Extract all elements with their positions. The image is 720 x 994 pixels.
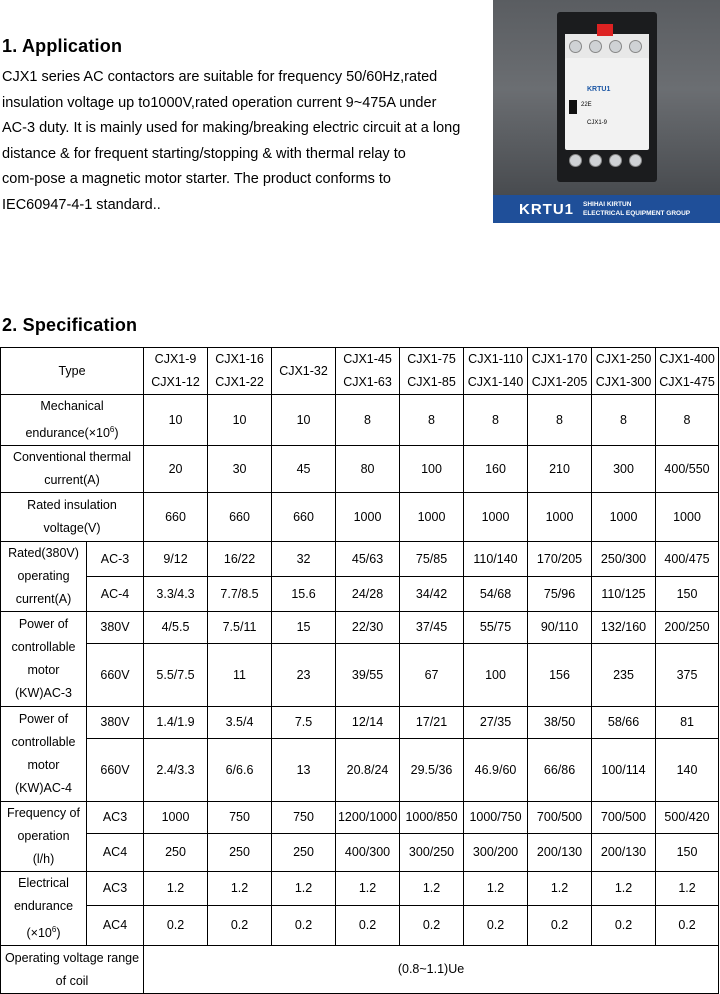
rated-current-ac3-cell: 9/12: [144, 542, 208, 577]
power-ac3-380v-cell: 132/160: [592, 612, 656, 644]
power-ac4-660v-cell: 100/114: [592, 739, 656, 802]
model-header: CJX1-75 CJX1-85: [400, 348, 464, 395]
power-ac3-660v-cell: 5.5/7.5: [144, 644, 208, 707]
mechanical-endurance-cell: 10: [144, 395, 208, 446]
electrical-ac3-cell: 1.2: [144, 872, 208, 906]
power-ac4-660v-cell: 46.9/60: [464, 739, 528, 802]
frequency-ac4-cell: 300/200: [464, 834, 528, 872]
power-ac4-660v-cell: 140: [656, 739, 719, 802]
frequency-ac3-cell: 700/500: [528, 802, 592, 834]
row-label-thermal-current: Conventional thermal current(A): [1, 446, 144, 493]
electrical-ac3-cell: 1.2: [336, 872, 400, 906]
insulation-voltage-cell: 660: [144, 493, 208, 542]
rated-current-ac4-cell: 3.3/4.3: [144, 577, 208, 612]
insulation-voltage-cell: 1000: [656, 493, 719, 542]
electrical-ac4-cell: 0.2: [400, 906, 464, 946]
electrical-ac4-cell: 0.2: [464, 906, 528, 946]
application-heading: 1. Application: [2, 36, 123, 56]
frequency-ac4-cell: 200/130: [592, 834, 656, 872]
mechanical-endurance-cell: 8: [336, 395, 400, 446]
electrical-ac3-cell: 1.2: [464, 872, 528, 906]
power-ac3-380v-cell: 4/5.5: [144, 612, 208, 644]
electrical-ac4-cell: 0.2: [144, 906, 208, 946]
thermal-current-cell: 45: [272, 446, 336, 493]
power-ac4-660v-cell: 29.5/36: [400, 739, 464, 802]
table-row: [1, 542, 719, 577]
frequency-ac4-cell: 250: [208, 834, 272, 872]
rated-current-ac4-cell: 24/28: [336, 577, 400, 612]
model-header: CJX1-110 CJX1-140: [464, 348, 528, 395]
table-row: [1, 739, 719, 802]
thermal-current-cell: 400/550: [656, 446, 719, 493]
table-row: [1, 348, 719, 395]
model-header: CJX1-45 CJX1-63: [336, 348, 400, 395]
mechanical-endurance-cell: 8: [656, 395, 719, 446]
rated-current-ac3-cell: 16/22: [208, 542, 272, 577]
electrical-ac3-cell: 1.2: [592, 872, 656, 906]
row-label-power-ac4: Power of controllable motor (KW)AC-4: [1, 707, 87, 802]
model-header: CJX1-9 CJX1-12: [144, 348, 208, 395]
thermal-current-cell: 20: [144, 446, 208, 493]
table-row: [1, 612, 719, 644]
model-header: CJX1-400 CJX1-475: [656, 348, 719, 395]
power-ac4-660v-cell: 13: [272, 739, 336, 802]
power-ac3-660v-cell: 235: [592, 644, 656, 707]
insulation-voltage-cell: 660: [208, 493, 272, 542]
rated-current-ac4-cell: 110/125: [592, 577, 656, 612]
table-row: [1, 872, 719, 906]
thermal-current-cell: 100: [400, 446, 464, 493]
power-ac3-660v-cell: 39/55: [336, 644, 400, 707]
power-ac4-380v-cell: 27/35: [464, 707, 528, 739]
specification-heading: 2. Specification: [2, 315, 138, 335]
product-photo: [493, 0, 720, 223]
power-ac3-380v-cell: 90/110: [528, 612, 592, 644]
frequency-ac4-cell: 250: [144, 834, 208, 872]
device-brand: KRTU1: [587, 86, 611, 93]
power-ac4-380v-cell: 1.4/1.9: [144, 707, 208, 739]
row-label-electrical-endurance: Electrical endurance $(\times 10^6)$: [1, 872, 87, 946]
rated-current-ac4-cell: 15.6: [272, 577, 336, 612]
power-ac3-380v-cell: 200/250: [656, 612, 719, 644]
rated-current-ac4-cell: 34/42: [400, 577, 464, 612]
frequency-ac4-cell: 400/300: [336, 834, 400, 872]
sub-label-ac3: AC3: [87, 872, 144, 906]
power-ac4-660v-cell: 20.8/24: [336, 739, 400, 802]
row-label-power-ac3: Power of controllable motor (KW)AC-3: [1, 612, 87, 707]
application-line: com-pose a magnetic motor starter. The product conforms to: [2, 171, 391, 188]
row-label-rated-current: Rated(380V) operating current(A): [1, 542, 87, 612]
electrical-ac4-cell: 0.2: [336, 906, 400, 946]
electrical-ac4-cell: 0.2: [272, 906, 336, 946]
rated-current-ac3-cell: 400/475: [656, 542, 719, 577]
row-label-frequency: Frequency of operation (l/h): [1, 802, 87, 872]
mechanical-endurance-cell: 8: [592, 395, 656, 446]
rated-current-ac4-cell: 150: [656, 577, 719, 612]
company-subtitle: ELECTRICAL EQUIPMENT GROUP: [583, 210, 691, 217]
company-name: SHIHAI KIRTUN: [583, 201, 632, 208]
electrical-ac3-cell: 1.2: [400, 872, 464, 906]
rated-current-ac4-cell: 54/68: [464, 577, 528, 612]
rated-current-ac3-cell: 250/300: [592, 542, 656, 577]
rated-current-ac4-cell: 75/96: [528, 577, 592, 612]
thermal-current-cell: 80: [336, 446, 400, 493]
rated-current-ac3-cell: 45/63: [336, 542, 400, 577]
rated-current-ac4-cell: 7.7/8.5: [208, 577, 272, 612]
sub-label-ac3: AC3: [87, 802, 144, 834]
electrical-ac3-cell: 1.2: [528, 872, 592, 906]
table-row: [1, 493, 719, 542]
model-header: CJX1-170 CJX1-205: [528, 348, 592, 395]
frequency-ac3-cell: 750: [272, 802, 336, 834]
frequency-ac4-cell: 300/250: [400, 834, 464, 872]
row-label-insulation-voltage: Rated insulation voltage(V): [1, 493, 144, 542]
coil-voltage-cell: (0.8~1.1)Ue: [144, 946, 719, 994]
frequency-ac4-cell: 200/130: [528, 834, 592, 872]
application-text: [2, 65, 482, 219]
electrical-ac3-cell: 1.2: [656, 872, 719, 906]
sub-label-ac4: AC4: [87, 906, 144, 946]
electrical-ac4-cell: 0.2: [656, 906, 719, 946]
sub-label-380v: 380V: [87, 612, 144, 644]
rated-current-ac3-cell: 32: [272, 542, 336, 577]
power-ac3-380v-cell: 22/30: [336, 612, 400, 644]
power-ac4-660v-cell: 66/86: [528, 739, 592, 802]
power-ac3-660v-cell: 156: [528, 644, 592, 707]
power-ac4-380v-cell: 12/14: [336, 707, 400, 739]
application-line: distance & for frequent starting/stopping & with thermal relay to: [2, 145, 406, 162]
frequency-ac4-cell: 250: [272, 834, 336, 872]
power-ac4-380v-cell: 17/21: [400, 707, 464, 739]
electrical-ac4-cell: 0.2: [208, 906, 272, 946]
power-ac3-380v-cell: 7.5/11: [208, 612, 272, 644]
frequency-ac3-cell: 1000/750: [464, 802, 528, 834]
table-row: [1, 802, 719, 834]
thermal-current-cell: 30: [208, 446, 272, 493]
frequency-ac3-cell: 500/420: [656, 802, 719, 834]
mechanical-endurance-cell: 10: [208, 395, 272, 446]
mechanical-endurance-cell: 8: [528, 395, 592, 446]
table-row: [1, 395, 719, 446]
frequency-ac3-cell: 750: [208, 802, 272, 834]
frequency-ac4-cell: 150: [656, 834, 719, 872]
power-ac3-660v-cell: 67: [400, 644, 464, 707]
table-row: [1, 577, 719, 612]
power-ac4-660v-cell: 6/6.6: [208, 739, 272, 802]
sub-label-ac4: AC4: [87, 834, 144, 872]
table-row: [1, 906, 719, 946]
model-header: CJX1-16 CJX1-22: [208, 348, 272, 395]
power-ac3-660v-cell: 375: [656, 644, 719, 707]
sub-label-380v: 380V: [87, 707, 144, 739]
sub-label-660v: 660V: [87, 739, 144, 802]
sub-label-ac4: AC-4: [87, 577, 144, 612]
frequency-ac3-cell: 1000/850: [400, 802, 464, 834]
mechanical-endurance-cell: 8: [464, 395, 528, 446]
model-header: CJX1-32: [272, 348, 336, 395]
power-ac4-380v-cell: 81: [656, 707, 719, 739]
rated-current-ac3-cell: 170/205: [528, 542, 592, 577]
insulation-voltage-cell: 660: [272, 493, 336, 542]
frequency-ac3-cell: 1200/1000: [336, 802, 400, 834]
electrical-ac4-cell: 0.2: [592, 906, 656, 946]
power-ac3-660v-cell: 100: [464, 644, 528, 707]
insulation-voltage-cell: 1000: [400, 493, 464, 542]
application-line: IEC60947-4-1 standard..: [2, 196, 161, 213]
application-line: CJX1 series AC contactors are suitable for frequency 50/60Hz,rated: [2, 69, 438, 85]
device-module: 22E: [581, 102, 592, 108]
table-row: [1, 644, 719, 707]
power-ac3-660v-cell: 23: [272, 644, 336, 707]
power-ac4-380v-cell: 3.5/4: [208, 707, 272, 739]
table-row: [1, 946, 719, 994]
brand-banner: [493, 195, 720, 223]
power-ac3-380v-cell: 15: [272, 612, 336, 644]
mechanical-endurance-cell: 8: [400, 395, 464, 446]
power-ac4-380v-cell: 38/50: [528, 707, 592, 739]
frequency-ac3-cell: 700/500: [592, 802, 656, 834]
power-ac4-380v-cell: 7.5: [272, 707, 336, 739]
frequency-ac3-cell: 1000: [144, 802, 208, 834]
sub-label-ac3: AC-3: [87, 542, 144, 577]
electrical-ac3-cell: 1.2: [272, 872, 336, 906]
type-header: Type: [1, 348, 144, 395]
device-model: CJX1-9: [587, 120, 608, 126]
electrical-ac4-cell: 0.2: [528, 906, 592, 946]
contactor-image: [557, 12, 657, 182]
power-ac4-660v-cell: 2.4/3.3: [144, 739, 208, 802]
power-ac4-380v-cell: 58/66: [592, 707, 656, 739]
rated-current-ac3-cell: 110/140: [464, 542, 528, 577]
electrical-ac3-cell: 1.2: [208, 872, 272, 906]
thermal-current-cell: 210: [528, 446, 592, 493]
insulation-voltage-cell: 1000: [528, 493, 592, 542]
specification-table: [0, 347, 719, 994]
table-row: [1, 707, 719, 739]
model-header: CJX1-250 CJX1-300: [592, 348, 656, 395]
row-label-mechanical: Mechanical $endurance(\times 10^6)$: [1, 395, 144, 446]
insulation-voltage-cell: 1000: [464, 493, 528, 542]
thermal-current-cell: 160: [464, 446, 528, 493]
power-ac3-380v-cell: 37/45: [400, 612, 464, 644]
sub-label-660v: 660V: [87, 644, 144, 707]
application-line: AC-3 duty. It is mainly used for making/breaking electric circuit at a long: [2, 120, 461, 137]
insulation-voltage-cell: 1000: [592, 493, 656, 542]
table-row: [1, 834, 719, 872]
table-row: [1, 446, 719, 493]
insulation-voltage-cell: 1000: [336, 493, 400, 542]
brand-logo: KRTU1: [519, 201, 575, 218]
red-indicator-icon: [597, 24, 613, 36]
application-line: insulation voltage up to1000V,rated operation current 9~475A under: [2, 94, 437, 111]
power-ac3-660v-cell: 11: [208, 644, 272, 707]
mechanical-endurance-cell: 10: [272, 395, 336, 446]
power-ac3-380v-cell: 55/75: [464, 612, 528, 644]
thermal-current-cell: 300: [592, 446, 656, 493]
row-label-coil-voltage: Operating voltage range of coil: [1, 946, 144, 994]
rated-current-ac3-cell: 75/85: [400, 542, 464, 577]
